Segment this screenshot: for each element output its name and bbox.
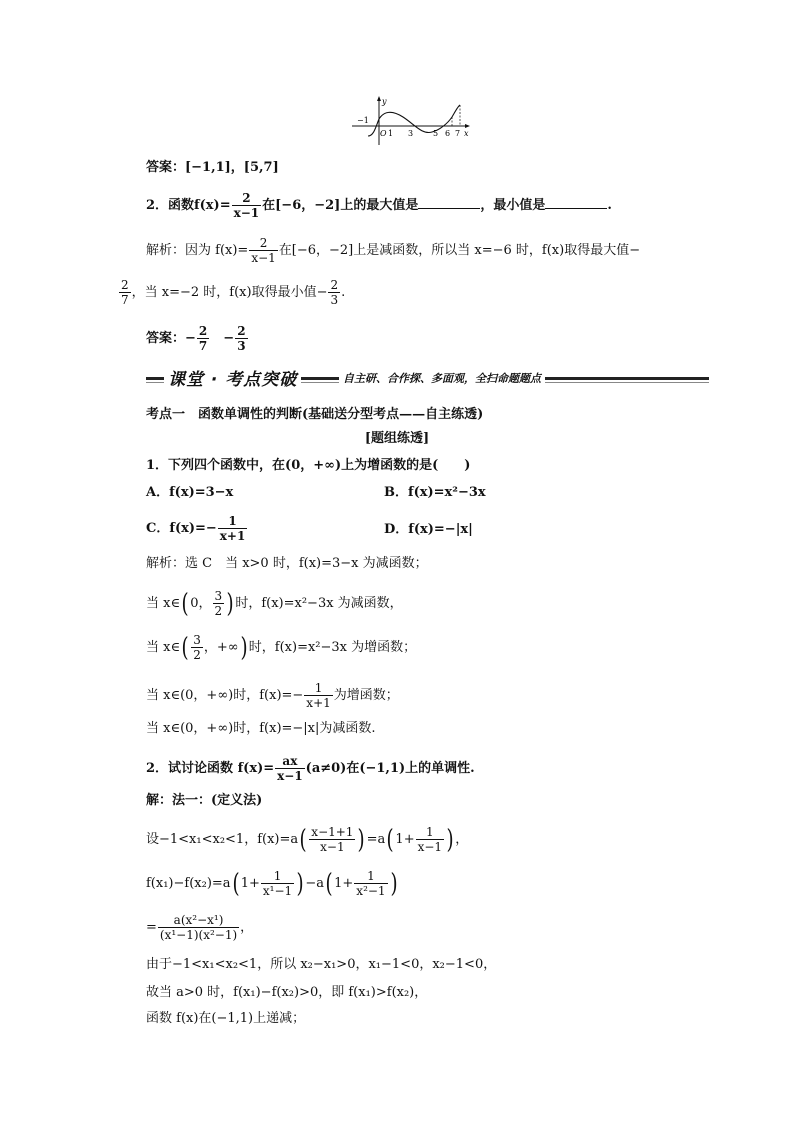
q1-stem: 1．下列四个函数中，在(0，+∞)上为增函数的是( )	[146, 458, 471, 473]
tick-5: 5	[433, 129, 439, 138]
left-paren: (	[181, 588, 189, 619]
q2-stem-den: x−1	[277, 769, 303, 783]
question-2-prev	[146, 192, 612, 219]
left-paren: (	[181, 632, 189, 663]
l2-mid: −a	[305, 876, 324, 891]
q2-line-5: 故当 a>0 时，f(x₁)−f(x₂)>0，即 f(x₁)>f(x₂)，	[146, 985, 428, 1000]
q1-jiexi-3	[146, 634, 416, 661]
q2-frac-den: x−1	[233, 206, 260, 220]
q2-stem	[146, 755, 475, 782]
l3-end: ，	[240, 920, 254, 935]
axis-x-label: x	[464, 129, 469, 138]
left-paren: (	[232, 868, 240, 899]
jx3-pre: 当 x∈	[146, 640, 181, 655]
jx-rest: 在[−6，−2]上是减函数，所以当 x=−6 时，f(x)取得最大值−	[278, 243, 641, 258]
ans2-frac-a	[197, 325, 209, 352]
optC-num: 1	[218, 515, 248, 529]
left-paren: (	[325, 868, 333, 899]
jx4-pre: 当 x∈(0，+∞)时，f(x)=−	[146, 688, 304, 703]
ans2-minus-a: −	[185, 331, 196, 346]
axis-y-label: y	[382, 97, 387, 106]
q2-solution-title: 解：法一：(定义法)	[146, 793, 263, 808]
right-paren: )	[446, 824, 454, 855]
l2-den: x¹−1	[262, 884, 293, 898]
section-subheading: [题组练透]	[364, 431, 430, 446]
y-arrow	[377, 96, 381, 101]
l1-mid: =a	[366, 832, 386, 847]
q2-fx: f(x)=	[194, 198, 231, 213]
tick-3: 3	[408, 129, 414, 138]
q1-jiexi-2	[146, 590, 403, 617]
l1-den: x−1	[320, 840, 345, 854]
l1-in: 1+	[395, 832, 415, 847]
answer-1: 答案：[−1,1]，[5,7]	[146, 160, 279, 175]
ans2-minus-b: −	[223, 331, 235, 346]
l3-pre: =	[146, 920, 157, 935]
q1-jiexi-4	[146, 682, 399, 709]
l2-num2: 1	[354, 870, 387, 884]
l2-frac	[261, 870, 294, 897]
ans2-a-den: 7	[198, 339, 208, 353]
jx2-fraction	[119, 279, 131, 306]
ans2-label: 答案：	[146, 331, 186, 346]
q2-num: 2．函数	[146, 198, 195, 213]
q1-jiexi-5: 当 x∈(0，+∞)时，f(x)=−|x|为减函数.	[146, 721, 376, 736]
jx2-frac	[213, 590, 225, 617]
jx2-frac2-den: 3	[330, 293, 339, 307]
l2-in: 1+	[240, 876, 260, 891]
right-paren: )	[390, 868, 398, 899]
q2-line-3	[146, 914, 253, 941]
l3-den: (x¹−1)(x²−1)	[159, 928, 238, 942]
ans2-a-num: 2	[198, 324, 208, 338]
tick-neg1: −1	[357, 116, 369, 125]
q1-jiexi-1: 解析：选 C 当 x>0 时，f(x)=3−x 为减函数；	[146, 556, 428, 571]
tick-7: 7	[455, 129, 461, 138]
jx4-post: 为增函数；	[333, 688, 399, 703]
left-paren: (	[386, 824, 394, 855]
origin-label: O	[380, 129, 387, 138]
q2-line-2	[146, 870, 399, 897]
q2-line-4: 由于−1<x₁<x₂<1，所以 x₂−x₁>0，x₁−1<0，x₂−1<0，	[146, 957, 497, 972]
q2-mid2: ，最小值是	[480, 198, 546, 213]
ans2-b-den: 3	[237, 339, 246, 353]
tick-1: 1	[388, 129, 394, 138]
jx4-frac	[304, 682, 332, 709]
jx4-den: x+1	[306, 696, 331, 710]
l1-pre: 设−1<x₁<x₂<1，f(x)=a	[146, 832, 299, 847]
optC-den: x+1	[219, 529, 246, 543]
jx3-num: 3	[193, 633, 201, 647]
l2-in2: 1+	[334, 876, 354, 891]
l3-num: a(x²−x¹)	[158, 914, 239, 928]
q2-line-1	[146, 826, 468, 853]
right-paren: )	[357, 824, 366, 855]
q1-option-c	[146, 515, 248, 542]
q2-line-6: 函数 f(x)在(−1,1)上递减；	[146, 1011, 306, 1026]
l1-den2: x−1	[417, 840, 443, 854]
jx2-in-a: 0，	[190, 596, 212, 611]
q2-mid: 在[−6，−2]上的最大值是	[262, 198, 419, 213]
jx2-frac2-num: 2	[330, 278, 339, 292]
l1-frac	[309, 826, 355, 853]
jx3-frac	[191, 634, 203, 661]
jiexi-prev-line2	[118, 279, 345, 306]
banner-subtitle: 自主研、合作探、多面观，全扫命题题点	[339, 370, 545, 386]
l1-num: x−1+1	[311, 825, 354, 839]
answer-blank-min	[545, 196, 607, 209]
l1-frac2	[416, 826, 444, 853]
jx4-num: 1	[304, 682, 332, 696]
ans2-b-num: 2	[237, 324, 246, 338]
l2-frac2	[354, 870, 387, 897]
q2-end: .	[607, 198, 612, 213]
jx-frac-den: x−1	[251, 251, 276, 265]
jx2-pre: 当 x∈	[146, 596, 181, 611]
q1-option-b: B．f(x)=x²−3x	[384, 485, 486, 500]
left-paren: (	[299, 824, 307, 855]
jx-prefix: 解析：因为 f(x)=	[146, 243, 249, 258]
jx-frac-num: 2	[249, 237, 277, 251]
jx2-fraction2	[328, 279, 340, 306]
jx-fraction	[249, 237, 277, 264]
jx3-den: 2	[193, 648, 201, 662]
q2-stem-frac	[275, 755, 305, 782]
jx2-mid: ，当 x=−2 时，f(x)取得最小值−	[131, 285, 328, 300]
section-banner	[146, 368, 709, 388]
l2-num: 1	[261, 870, 294, 884]
l3-frac	[158, 914, 239, 941]
q1-option-d: D．f(x)=−|x|	[384, 522, 473, 537]
q2-stem-pre: 2．试讨论函数 f(x)=	[146, 761, 275, 776]
q1-option-a: A．f(x)=3−x	[146, 485, 234, 500]
section-heading: 考点一 函数单调性的判断(基础送分型考点——自主练透)	[146, 407, 484, 422]
q2-stem-post: (a≠0)在(−1,1)上的单调性.	[305, 761, 475, 776]
q2-frac-num: 2	[232, 192, 262, 206]
l1-end: ，	[455, 832, 469, 847]
l2-pre: f(x₁)−f(x₂)=a	[146, 876, 231, 891]
banner-title: 课堂 · 考点突破	[164, 365, 301, 390]
jx3-in-b: ，+∞	[203, 640, 239, 655]
jx2-post: 时，f(x)=x²−3x 为减函数，	[235, 596, 403, 611]
optC-prefix: C．f(x)=−	[146, 521, 217, 536]
q2-fraction	[232, 192, 262, 219]
jiexi-prev-line1	[146, 237, 640, 264]
ans2-frac-b	[235, 325, 247, 352]
l2-den2: x²−1	[356, 884, 386, 898]
q2-stem-num: ax	[275, 755, 305, 769]
l1-num2: 1	[416, 826, 444, 840]
jx2-frac-num: 2	[121, 278, 129, 292]
right-paren: )	[296, 868, 304, 899]
optC-fraction	[218, 515, 248, 542]
jx2-end: .	[341, 285, 346, 300]
right-paren: )	[240, 632, 248, 663]
jx2-frac-den: 7	[121, 293, 129, 307]
jx3-post: 时，f(x)=x²−3x 为增函数；	[248, 640, 417, 655]
tick-6: 6	[445, 129, 451, 138]
answer-2	[146, 325, 249, 352]
jx2-den: 2	[214, 604, 223, 618]
right-paren: )	[226, 588, 234, 619]
x-arrow	[465, 124, 470, 128]
answer-blank-max	[418, 196, 480, 209]
function-graph	[348, 95, 474, 147]
jx2-num: 3	[214, 589, 223, 603]
